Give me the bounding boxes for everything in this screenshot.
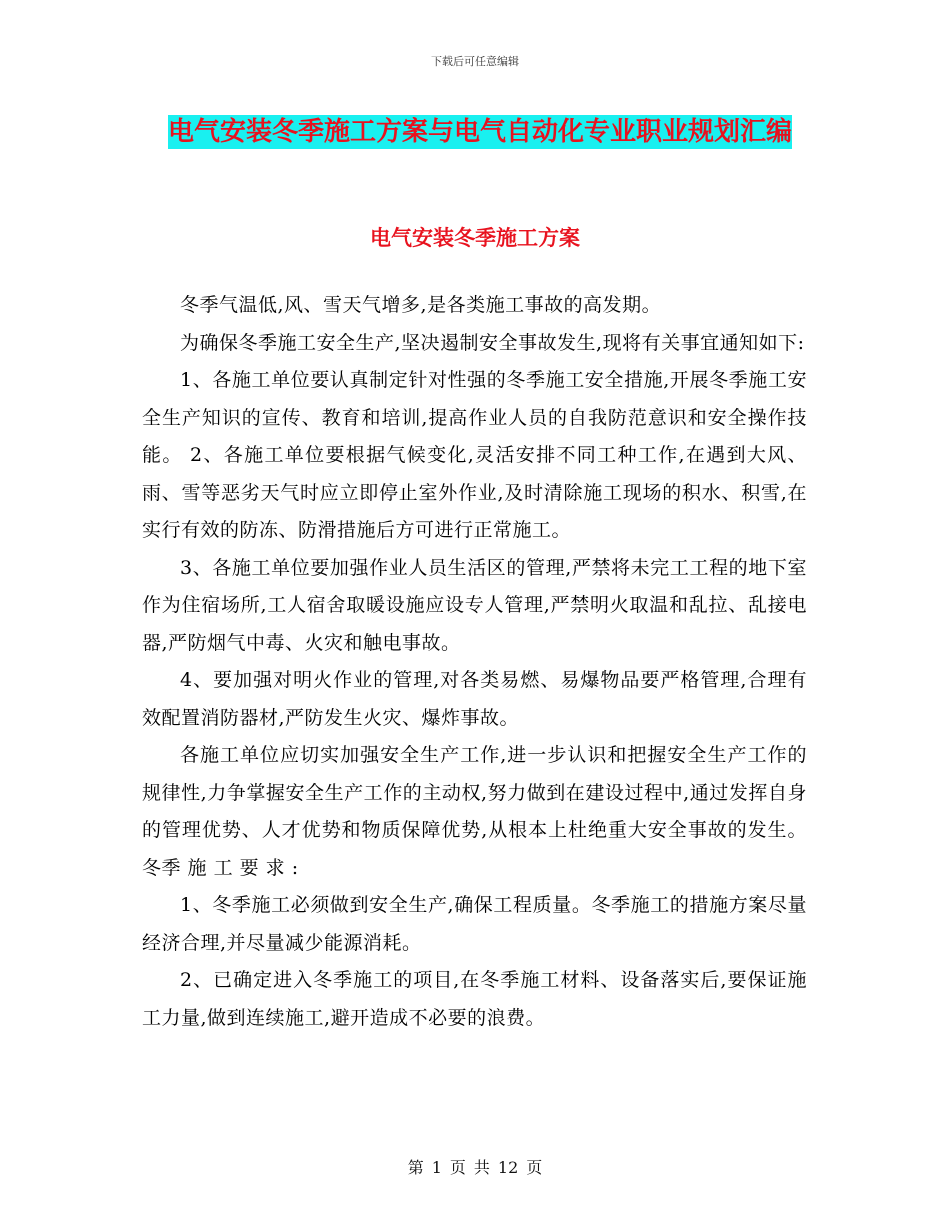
footer-total-label: 共 (473, 1158, 490, 1177)
paragraph: 3、各施工单位要加强作业人员生活区的管理,严禁将未完工工程的地下室作为住宿场所,工人宿舍取暖设施应设专人管理,严禁明火取温和乱拉、乱接电器,严防烟气中毒、火灾和触电事故。 (142, 556, 807, 654)
document-main-title (150, 108, 810, 156)
paragraph: 1、各施工单位要认真制定针对性强的冬季施工安全措施,开展冬季施工安全生产知识的宣传、教育和培训,提高作业人员的自我防范意识和安全操作技能。 2、各施工单位要根据气候变化,灵活安排不同工种工作,在遇到大风、雨、雪等恶劣天气时应立即停止室外作业,及时清除施工现场的积水、积雪,在实行有效的防冻、防滑措施后方可进行正常施工。 (142, 369, 807, 541)
paragraph: 1、冬季施工必须做到安全生产,确保工程质量。冬季施工的措施方案尽量经济合理,并尽量减少能源消耗。 (142, 894, 807, 954)
footer-total-pages: 12 (497, 1158, 519, 1177)
paragraph: 各施工单位应切实加强安全生产工作,进一步认识和把握安全生产工作的规律性,力争掌握安全生产工作的主动权,努力做到在建设过程中,通过发挥自身的管理优势、人才优势和物质保障优势,从根本上杜绝重大安全事故的发生。冬季 施 工 要 求 : (142, 744, 807, 879)
footer-page-label: 第 (407, 1158, 424, 1177)
header-note: 下载后可任意编辑 (431, 55, 519, 68)
section-title: 电气安装冬季施工方案 (370, 226, 580, 250)
paragraph: 冬季气温低,风、雪天气增多,是各类施工事故的高发期。 (180, 294, 662, 316)
paragraph: 2、已确定进入冬季施工的项目,在冬季施工材料、设备落实后,要保证施工力量,做到连续施工,避开造成不必要的浪费。 (142, 969, 807, 1029)
footer-page-number: 1 (431, 1158, 442, 1177)
document-body (142, 287, 807, 1037)
footer-page-unit: 页 (449, 1158, 466, 1177)
page-footer (0, 1155, 950, 1178)
paragraph: 4、要加强对明火作业的管理,对各类易燃、易爆物品要严格管理,合理有效配置消防器材,严防发生火灾、爆炸事故。 (142, 669, 807, 729)
footer-total-unit: 页 (526, 1158, 543, 1177)
paragraph: 为确保冬季施工安全生产,坚决遏制安全事故发生,现将有关事宜通知如下: (180, 331, 805, 354)
main-title-text: 电气安装冬季施工方案与电气自动化专业职业规划汇编 (167, 117, 792, 147)
